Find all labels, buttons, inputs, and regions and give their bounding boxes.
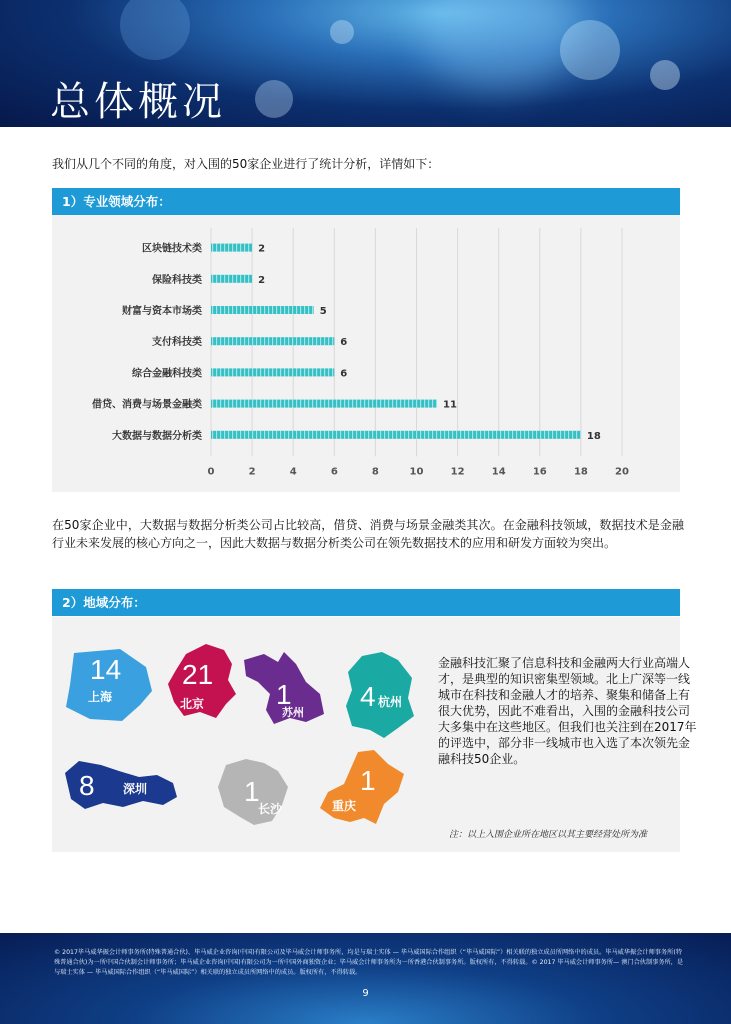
x-tick-label: 20	[615, 466, 629, 478]
bar-stripes	[211, 244, 252, 252]
chongqing-label: 重庆	[332, 799, 357, 813]
x-tick-label: 16	[532, 466, 547, 478]
category-label: 财富与资本市场类	[122, 306, 202, 317]
region-suzhou	[240, 648, 328, 728]
hangzhou-count: 4	[360, 681, 376, 712]
summary-text: 在50家企业中，大数据与数据分析类公司占比较高，借贷、消费与场景金融类其次。在金融科技领域，数据技术是金融行业未来发展的核心方向之一，因此大数据与数据分析类公司在领先数据技术的应用和研发方面较为突出。	[52, 518, 684, 550]
category-label: 借贷、消费与场景金融类	[92, 399, 202, 411]
bar-chart	[52, 215, 680, 492]
header-banner	[0, 0, 731, 127]
bar-value-label: 6	[340, 368, 348, 380]
bar-stripes	[211, 368, 334, 376]
category-label: 区块链技术类	[142, 243, 202, 255]
x-tick-label: 14	[491, 466, 506, 478]
bar-value-label: 18	[586, 430, 601, 442]
bar-stripes	[211, 306, 314, 314]
x-tick-label: 4	[289, 466, 297, 478]
bar-value-label: 6	[340, 337, 348, 349]
category-label: 综合金融科技类	[132, 368, 202, 380]
suzhou-label: 苏州	[282, 706, 304, 719]
shenzhen-count: 8	[79, 770, 95, 801]
x-tick-label: 10	[409, 466, 424, 478]
footer	[0, 933, 731, 1024]
x-tick-label: 0	[207, 466, 215, 478]
section-heading-domain: 1）专业领域分布：	[52, 188, 680, 215]
bar-value-label: 5	[319, 306, 327, 317]
x-tick-label: 8	[371, 466, 379, 478]
page-title: 总体概况	[50, 79, 226, 125]
x-tick-label: 18	[573, 466, 588, 478]
suzhou-count: 1	[276, 679, 292, 710]
x-tick-label: 2	[248, 466, 256, 478]
x-tick-label: 12	[450, 466, 465, 478]
regions-note: 注：以上入围企业所在地区以其主要经营处所为准	[449, 830, 648, 840]
hangzhou-label: 杭州	[378, 695, 403, 709]
chart-panel	[52, 215, 680, 492]
section-heading-region: 2）地域分布：	[52, 589, 680, 616]
regions-description: 金融科技汇聚了信息科技和金融两大行业高端人才，是典型的知识密集型领域。北上广深等一线城市在科技和金融人才的培养、聚集和储备上有很大优势，因此不难看出，入围的金融科技公司大多集中在这些地区。但我们也关注到在2017年的评选中，部分非一线城市也入选了本次领先金融科技50企业。	[438, 656, 697, 766]
region-changsha	[216, 757, 292, 827]
intro-text: 我们从几个不同的角度，对入围的50家企业进行了统计分析，详情如下：	[52, 157, 440, 171]
beijing-count: 21	[182, 659, 214, 690]
bar-value-label: 11	[443, 399, 457, 411]
bar-value-label: 2	[258, 274, 266, 286]
copyright-text: © 2017毕马威华振会计师事务所(特殊普通合伙)、毕马威企业咨询(中国)有限公司及毕马威会计师事务所，均是与瑞士实体 — 毕马威国际合作组织（“毕马威国际”）相关联的独立成员所网络中的成员。毕马威华振会计师事务所(特殊普通合伙)为一所中国合伙制会计师事务所；毕马威企业咨询(中国)有限公司为一所中国外商独资企业；毕马威会计师事务所为一所香港合伙制事务所。版权所有，不得转载。© 2017 毕马威会计师事务所— 澳门合伙制事务所，是与瑞士实体 — 毕马威国际合作组织（“毕马威国际”）相关联的独立成员所网络中的成员。版权所有，不得转载。	[54, 949, 684, 976]
bar-value-label: 2	[258, 243, 266, 255]
changsha-label: 长沙	[258, 802, 283, 816]
category-label: 大数据与数据分析类	[112, 430, 202, 442]
x-tick-label: 6	[330, 466, 338, 478]
region-hangzhou	[342, 650, 416, 740]
changsha-count: 1	[244, 776, 260, 807]
page-number: 9	[362, 988, 369, 999]
bar-stripes	[211, 431, 581, 439]
category-label: 支付科技类	[152, 337, 202, 349]
shanghai-count: 14	[90, 654, 122, 685]
bar-stripes	[211, 275, 252, 283]
region-beijing	[166, 640, 238, 722]
region-shanghai	[60, 645, 156, 725]
beijing-label: 北京	[180, 697, 205, 711]
bar-stripes	[211, 337, 334, 345]
chongqing-count: 1	[360, 765, 376, 796]
category-label: 保险科技类	[152, 274, 202, 286]
region-shenzhen	[63, 757, 181, 813]
shenzhen-label: 深圳	[123, 782, 148, 796]
bar-stripes	[211, 400, 437, 408]
shanghai-label: 上海	[88, 690, 113, 704]
region-chongqing	[318, 748, 406, 828]
